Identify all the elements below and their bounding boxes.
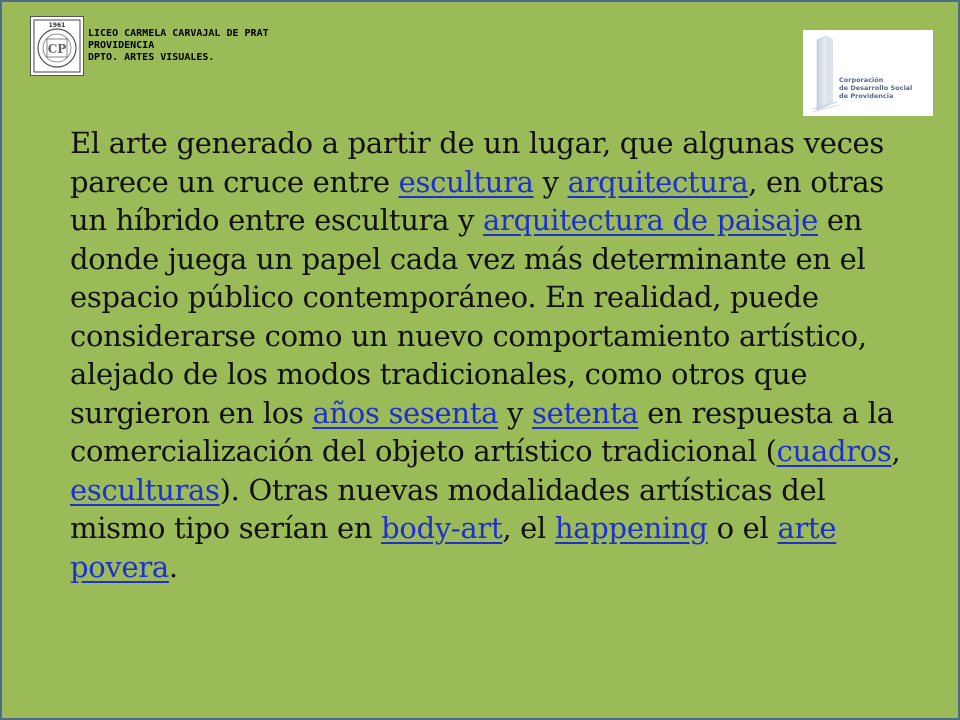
paragraph-text: , [891, 434, 901, 468]
school-logo-initials: CP [47, 42, 67, 56]
corp-name-line-1: Corporación [839, 76, 884, 84]
corporation-logo [803, 30, 933, 116]
paragraph-text: El arte generado a partir de un lugar, que algunas veces parece un cruce entre [70, 126, 885, 199]
school-name: LICEO CARMELA CARVAJAL DE PRAT [88, 28, 269, 39]
paragraph-text: en donde juega un papel cada vez más determinante en el espacio público contemporáneo. En realidad, puede considerarse como un nuevo comportamiento artístico, alejado de los modos tradicionales, como otros que surgieron en los [70, 203, 867, 430]
paragraph-text: en respuesta a la comercialización del objeto artístico tradicional ( [70, 395, 894, 468]
corporation-building-icon [803, 30, 933, 116]
paragraph-text: , el [502, 511, 555, 545]
link-body-art[interactable]: body-art [381, 511, 503, 545]
link-anos-sesenta[interactable]: años sesenta [312, 395, 499, 430]
paragraph-text: o el [707, 511, 778, 545]
paragraph-text: ). Otras nuevas modalidades artísticas del mismo tipo serían en [70, 472, 826, 545]
link-arquitectura[interactable]: arquitectura [567, 164, 749, 199]
corp-name-line-3: de Providencia [839, 92, 894, 100]
school-emblem-icon [30, 16, 84, 76]
school-commune: PROVIDENCIA [88, 40, 155, 51]
body-paragraph [70, 124, 916, 586]
link-happening[interactable]: happening [554, 511, 708, 545]
school-logo-year: 1961 [48, 22, 66, 29]
link-escultura[interactable]: escultura [398, 164, 534, 199]
corp-name-line-2: de Desarrollo Social [839, 84, 913, 92]
paragraph-text: , en otras un híbrido entre escultura y [70, 164, 884, 237]
link-esculturas[interactable]: esculturas [70, 472, 220, 507]
paragraph-text: . [168, 549, 178, 584]
paragraph-text: y [533, 164, 568, 199]
paragraph-text: y [498, 395, 532, 430]
link-setenta[interactable]: setenta [532, 395, 639, 430]
school-department: DPTO. ARTES VISUALES. [88, 52, 215, 63]
link-cuadros[interactable]: cuadros [776, 434, 892, 468]
link-arte-povera[interactable]: arte povera [70, 511, 837, 584]
link-arquitectura-de-paisaje[interactable]: arquitectura de paisaje [483, 203, 818, 237]
school-header [88, 28, 269, 64]
